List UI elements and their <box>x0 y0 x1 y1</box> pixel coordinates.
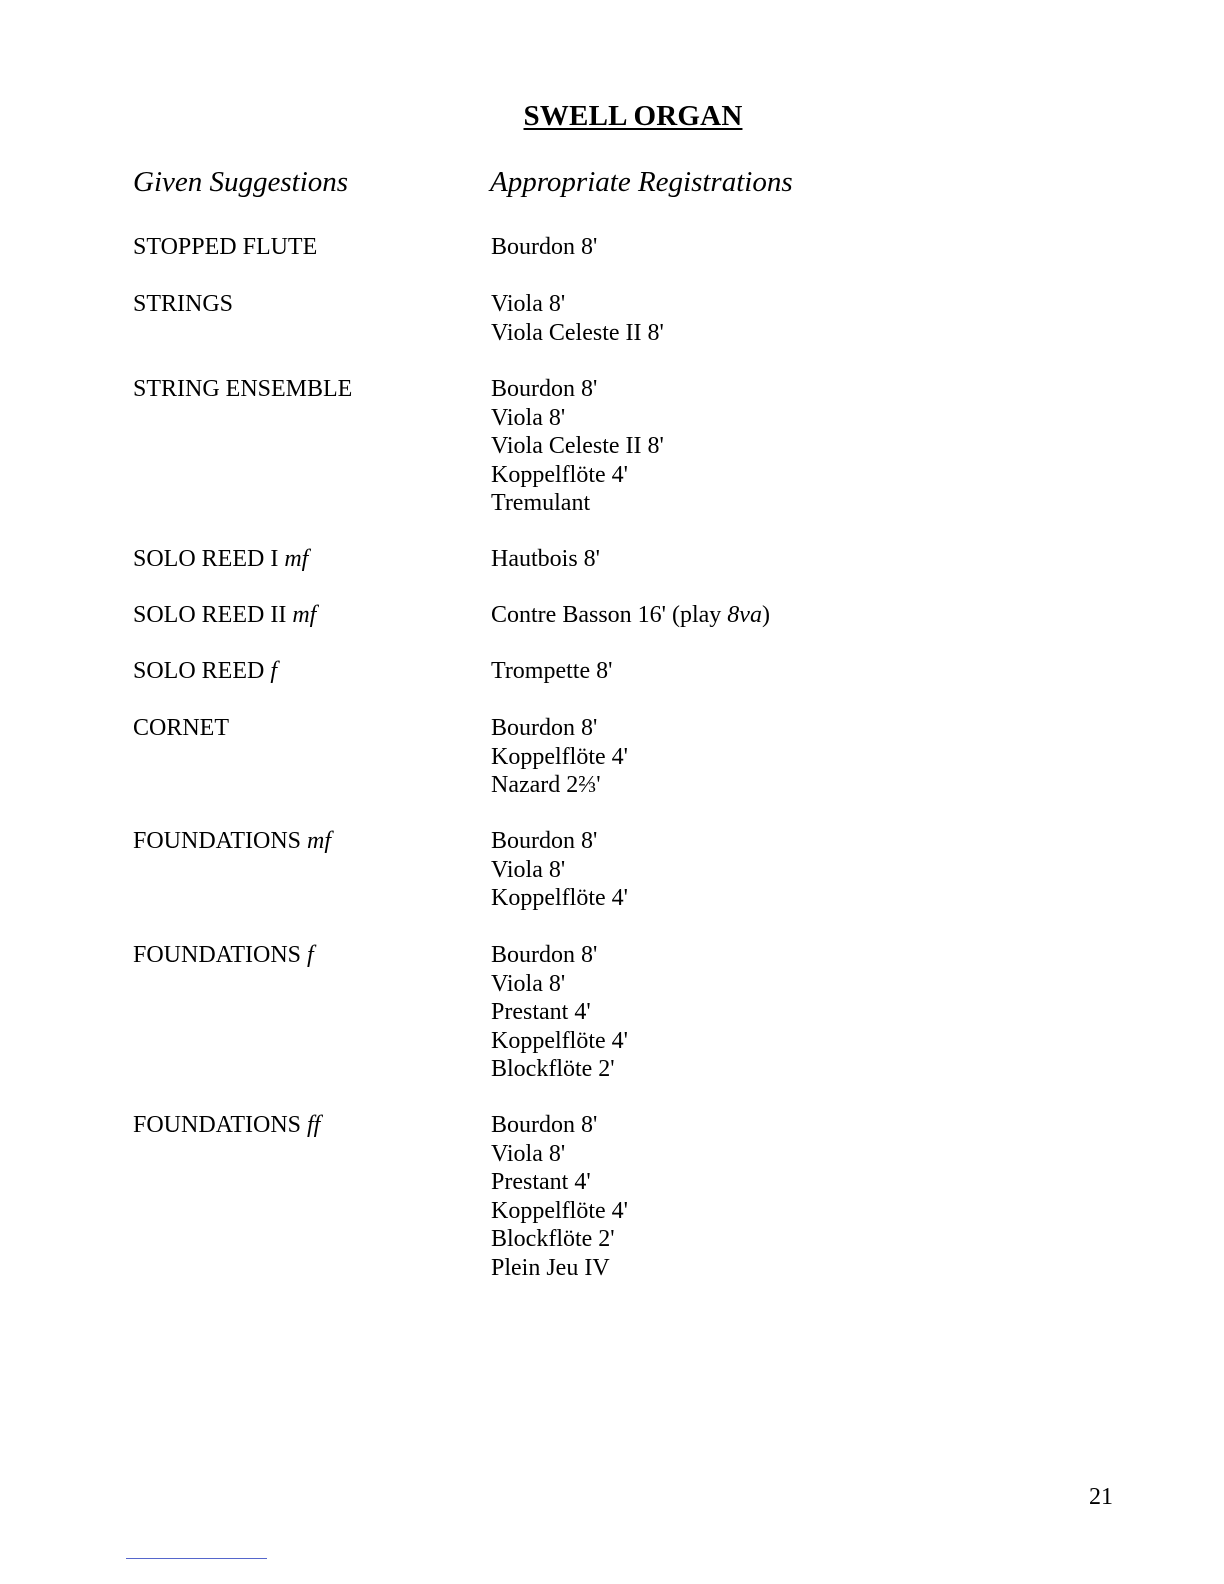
registration-item: Prestant 4' <box>491 1169 591 1195</box>
registration-item: Bourdon 8' <box>491 1112 598 1138</box>
registration-item: Bourdon 8' <box>491 715 598 741</box>
dynamic-marking: mf <box>307 828 332 854</box>
registration-item: Nazard 2⅔' <box>491 772 601 798</box>
registration-item: Koppelflöte 4' <box>491 1197 628 1224</box>
suggestion-label: FOUNDATIONS f <box>133 942 314 968</box>
registration-item: Viola 8' <box>491 856 566 883</box>
registration-list <box>491 941 628 1084</box>
registration-list <box>491 233 597 262</box>
registration-item: Bourdon 8' <box>491 942 598 968</box>
suggestion-label: SOLO REED I mf <box>133 546 309 572</box>
registration-item: Koppelflöte 4' <box>491 461 628 488</box>
suggestion-label: STRING ENSEMBLE <box>133 376 353 402</box>
column-header-appropriate-registrations: Appropriate Registrations <box>490 166 793 198</box>
registration-item: Bourdon 8' <box>491 376 598 402</box>
registration-item: Viola 8' <box>491 291 566 317</box>
suggestion-label: FOUNDATIONS ff <box>133 1112 321 1138</box>
column-header-given-suggestions: Given Suggestions <box>133 166 349 198</box>
registration-list <box>491 657 612 686</box>
registration-item: Prestant 4' <box>491 999 591 1025</box>
registration-item: Blockflöte 2' <box>491 1226 615 1252</box>
dynamic-marking: mf <box>284 546 309 572</box>
registration-item: Bourdon 8' <box>491 234 598 260</box>
registration-item: Viola 8' <box>491 970 566 997</box>
registration-item: Koppelflöte 4' <box>491 885 628 911</box>
page-number: 21 <box>1089 1484 1113 1510</box>
registration-item: Bourdon 8' <box>491 828 598 854</box>
registration-item: Koppelflöte 4' <box>491 743 628 770</box>
suggestion-label: STRINGS <box>133 291 234 317</box>
registration-item: Viola 8' <box>491 404 566 431</box>
registration-list <box>491 714 628 800</box>
dynamic-marking: f <box>307 942 314 968</box>
registration-item: Contre Basson 16' (play 8va) <box>491 602 770 628</box>
registration-item: Trompette 8' <box>491 658 613 684</box>
suggestion-label: CORNET <box>133 715 229 741</box>
registration-item: Koppelflöte 4' <box>491 1027 628 1054</box>
registration-list <box>491 1111 628 1282</box>
registration-item: Plein Jeu IV <box>491 1254 610 1281</box>
registration-item: Blockflöte 2' <box>491 1056 615 1082</box>
suggestion-label: STOPPED FLUTE <box>133 234 318 260</box>
registration-item: Hautbois 8' <box>491 546 600 572</box>
registration-list <box>491 290 664 347</box>
suggestion-label: SOLO REED II mf <box>133 602 317 628</box>
registration-list <box>491 601 770 630</box>
suggestion-label: SOLO REED f <box>133 658 278 684</box>
footer-rule <box>126 1558 267 1559</box>
registration-item: Viola 8' <box>491 1140 566 1167</box>
registration-item: Viola Celeste II 8' <box>491 319 664 346</box>
suggestion-label: FOUNDATIONS mf <box>133 828 332 854</box>
registration-list <box>491 375 664 518</box>
registration-list <box>491 545 600 574</box>
dynamic-marking: ff <box>307 1112 321 1138</box>
dynamic-marking: f <box>270 658 278 684</box>
registration-list <box>491 827 628 913</box>
registration-item: Tremulant <box>491 490 591 516</box>
page-title: SWELL ORGAN <box>523 100 743 132</box>
dynamic-marking: mf <box>292 602 317 628</box>
registration-item: Viola Celeste II 8' <box>491 433 664 459</box>
octave-marking: 8va <box>727 602 762 628</box>
